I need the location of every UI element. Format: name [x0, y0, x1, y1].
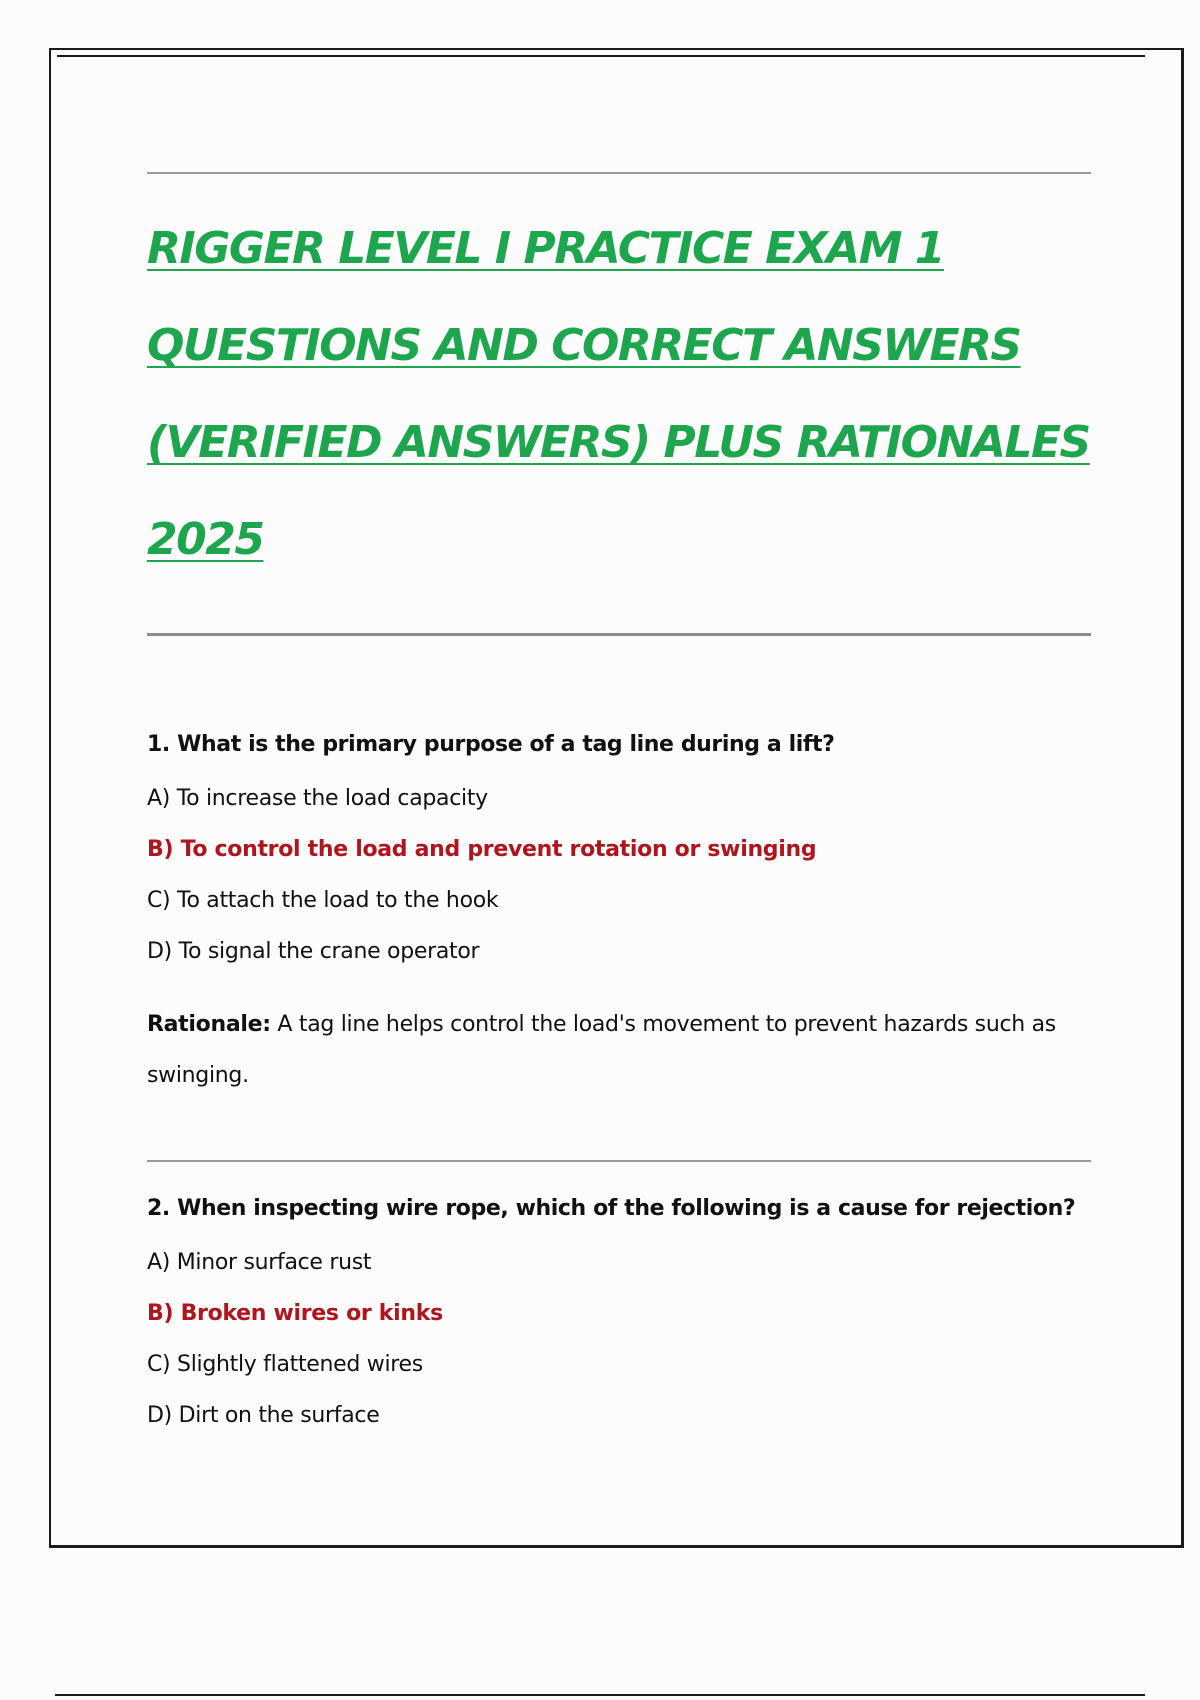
question-2-option-c: C) Slightly flattened wires: [147, 1352, 423, 1377]
question-1-rationale: [147, 999, 1077, 1101]
rationale-label: Rationale:: [147, 1012, 271, 1037]
divider-top: [147, 172, 1091, 174]
question-2-option-d: D) Dirt on the surface: [147, 1403, 380, 1428]
divider-between-questions: [147, 1160, 1091, 1162]
rationale-text: A tag line helps control the load's movement to prevent hazards such as swinging.: [147, 1012, 1056, 1088]
question-2-text: 2. When inspecting wire rope, which of the following is a cause for rejection?: [147, 1196, 1076, 1221]
title-line-1: RIGGER LEVEL I PRACTICE EXAM 1: [147, 223, 944, 274]
question-2-option-a: A) Minor surface rust: [147, 1250, 372, 1275]
question-2-option-b-correct: B) Broken wires or kinks: [147, 1301, 443, 1326]
question-1-text: 1. What is the primary purpose of a tag line during a lift?: [147, 732, 835, 757]
question-1-option-d: D) To signal the crane operator: [147, 939, 480, 964]
question-1-option-a: A) To increase the load capacity: [147, 786, 488, 811]
question-1-option-b-correct: B) To control the load and prevent rotation or swinging: [147, 837, 817, 862]
document-title: [147, 200, 1107, 588]
question-1-option-c: C) To attach the load to the hook: [147, 888, 499, 913]
page-frame: [49, 48, 1184, 1548]
title-line-3: (VERIFIED ANSWERS) PLUS RATIONALES: [147, 417, 1090, 468]
divider-after-title: [147, 633, 1091, 636]
question-2: [147, 1194, 1107, 1452]
title-line-4: 2025: [147, 514, 264, 565]
frame-top-rule: [57, 55, 1145, 57]
title-line-2: QUESTIONS AND CORRECT ANSWERS: [147, 320, 1021, 371]
question-1: [147, 730, 1107, 1101]
next-page-top-rule: [55, 1694, 1145, 1696]
